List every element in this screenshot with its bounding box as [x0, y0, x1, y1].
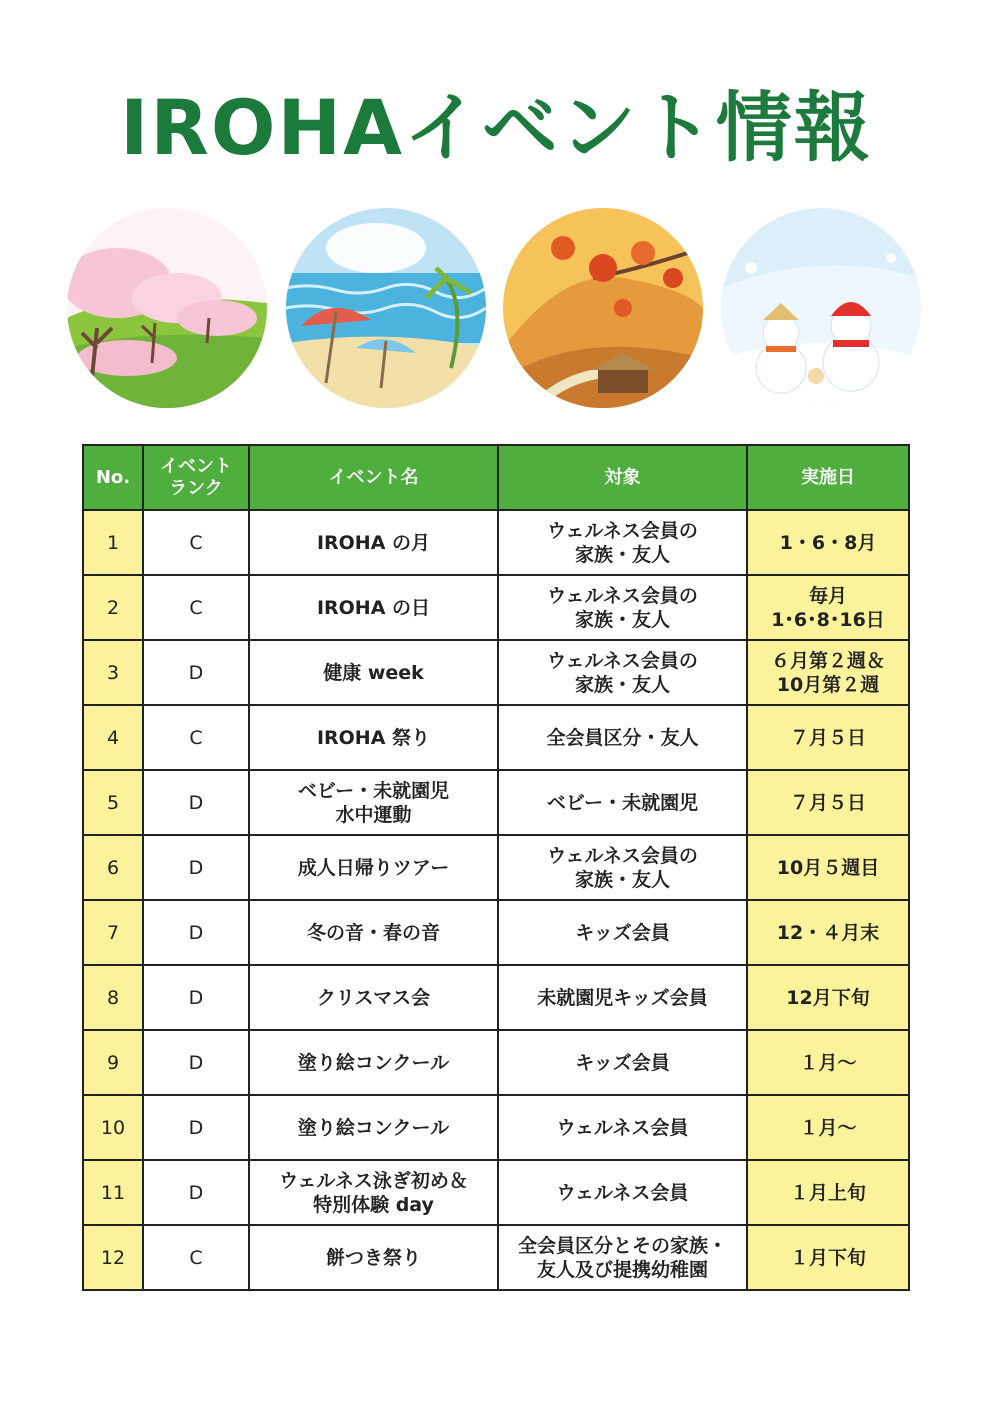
event-date: １月下旬	[747, 1225, 909, 1290]
season-illustrations	[0, 208, 992, 408]
event-name: IROHA 祭り	[249, 705, 498, 770]
event-target: 全会員区分・友人	[498, 705, 747, 770]
table-row	[83, 770, 909, 835]
event-rank: C	[143, 510, 249, 575]
event-rank: D	[143, 835, 249, 900]
event-target: ウェルネス会員	[498, 1095, 747, 1160]
event-rank: D	[143, 1095, 249, 1160]
event-date: 12月下旬	[747, 965, 909, 1030]
table-row	[83, 1160, 909, 1225]
table-row	[83, 705, 909, 770]
header-rank: イベント ランク	[143, 445, 249, 510]
event-rank: D	[143, 900, 249, 965]
event-name: IROHA の月	[249, 510, 498, 575]
table-row	[83, 1225, 909, 1290]
event-name: 餅つき祭り	[249, 1225, 498, 1290]
row-number: 5	[83, 770, 143, 835]
event-target: ウェルネス会員の 家族・友人	[498, 575, 747, 640]
row-number: 7	[83, 900, 143, 965]
event-rank: C	[143, 575, 249, 640]
table-row	[83, 1030, 909, 1095]
event-rank: D	[143, 965, 249, 1030]
summer-beach-image	[286, 208, 486, 408]
header-no: No.	[83, 445, 143, 510]
table-row	[83, 965, 909, 1030]
table-row	[83, 510, 909, 575]
row-number: 8	[83, 965, 143, 1030]
event-rank: C	[143, 1225, 249, 1290]
table-row	[83, 575, 909, 640]
event-target: キッズ会員	[498, 1030, 747, 1095]
event-target: ウェルネス会員の 家族・友人	[498, 835, 747, 900]
event-rank: C	[143, 705, 249, 770]
event-date: ７月５日	[747, 705, 909, 770]
event-name: 健康 week	[249, 640, 498, 705]
event-name: 冬の音・春の音	[249, 900, 498, 965]
event-name: ベビー・未就園児 水中運動	[249, 770, 498, 835]
event-name: 塗り絵コンクール	[249, 1095, 498, 1160]
event-name: ウェルネス泳ぎ初め＆ 特別体験 day	[249, 1160, 498, 1225]
row-number: 6	[83, 835, 143, 900]
row-number: 1	[83, 510, 143, 575]
table-header-row	[83, 445, 909, 510]
event-target: ウェルネス会員	[498, 1160, 747, 1225]
event-target: キッズ会員	[498, 900, 747, 965]
spring-cherry-blossom-image	[67, 208, 267, 408]
event-date: ６月第２週＆ 10月第２週	[747, 640, 909, 705]
event-target: ウェルネス会員の 家族・友人	[498, 640, 747, 705]
event-name: 塗り絵コンクール	[249, 1030, 498, 1095]
event-date: １月上旬	[747, 1160, 909, 1225]
event-name: IROHA の日	[249, 575, 498, 640]
table-row	[83, 900, 909, 965]
event-rank: D	[143, 640, 249, 705]
header-event-name: イベント名	[249, 445, 498, 510]
event-name: クリスマス会	[249, 965, 498, 1030]
event-date: 10月５週目	[747, 835, 909, 900]
table-row	[83, 835, 909, 900]
event-date: １月〜	[747, 1030, 909, 1095]
event-rank: D	[143, 770, 249, 835]
table-row	[83, 640, 909, 705]
row-number: 9	[83, 1030, 143, 1095]
event-date: １月〜	[747, 1095, 909, 1160]
event-date: 1・6・8月	[747, 510, 909, 575]
event-rank: D	[143, 1160, 249, 1225]
table-row	[83, 1095, 909, 1160]
autumn-maple-image	[503, 208, 703, 408]
event-target: 未就園児キッズ会員	[498, 965, 747, 1030]
row-number: 2	[83, 575, 143, 640]
event-target: ウェルネス会員の 家族・友人	[498, 510, 747, 575]
event-date: ７月５日	[747, 770, 909, 835]
header-date: 実施日	[747, 445, 909, 510]
header-target: 対象	[498, 445, 747, 510]
page-title: IROHAイベント情報	[120, 83, 872, 172]
row-number: 10	[83, 1095, 143, 1160]
winter-snowman-image	[721, 208, 921, 408]
event-date: 12・４月末	[747, 900, 909, 965]
row-number: 12	[83, 1225, 143, 1290]
row-number: 4	[83, 705, 143, 770]
events-table	[82, 444, 910, 1291]
row-number: 3	[83, 640, 143, 705]
event-name: 成人日帰りツアー	[249, 835, 498, 900]
row-number: 11	[83, 1160, 143, 1225]
event-date: 毎月 1･6･8･16日	[747, 575, 909, 640]
event-rank: D	[143, 1030, 249, 1095]
event-target: ベビー・未就園児	[498, 770, 747, 835]
event-target: 全会員区分とその家族・ 友人及び提携幼稚園	[498, 1225, 747, 1290]
